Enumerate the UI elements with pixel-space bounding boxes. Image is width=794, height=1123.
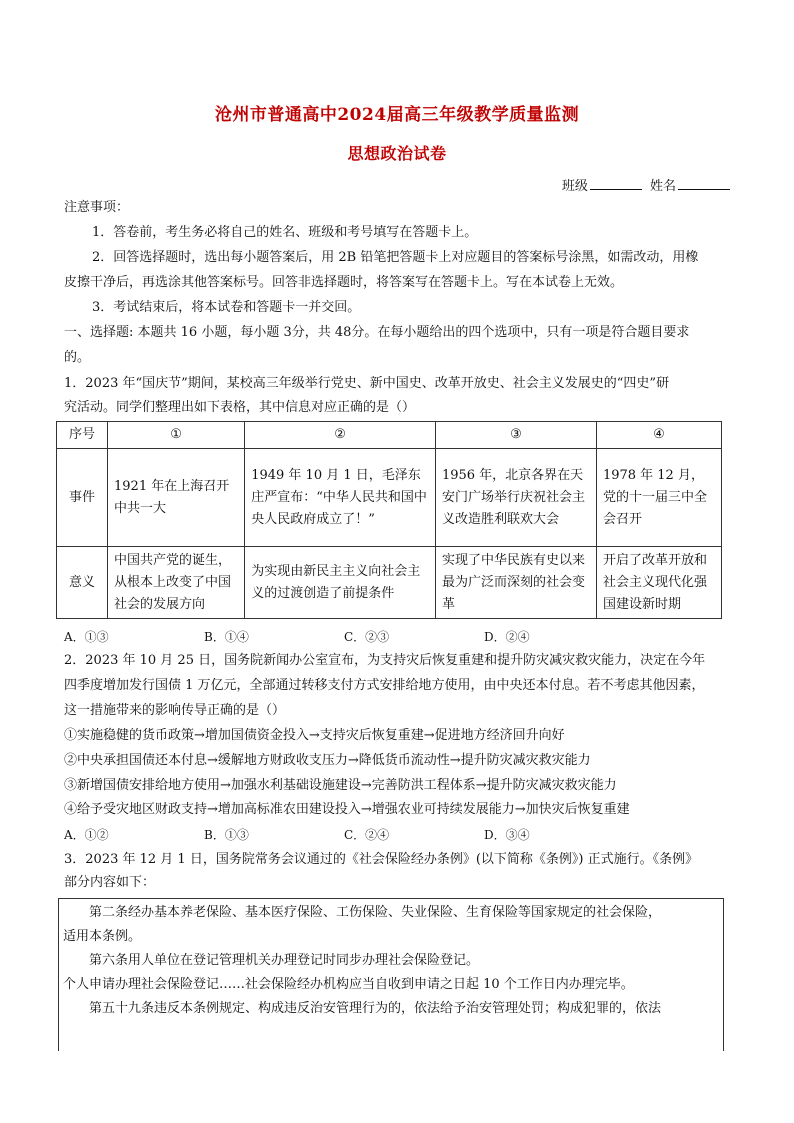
q1-table-header-cell: ② xyxy=(245,422,436,449)
class-blank xyxy=(590,177,642,190)
excerpt-line: 适用本条例。 xyxy=(63,929,142,944)
q1-table-row-label: 事件 xyxy=(57,449,108,547)
section1-line1: 一、选择题: 本题共 16 小题，每小题 3分，共 48分。在每小题给出的四个选项中，只有一项是符合题目要求 xyxy=(64,325,690,340)
class-name-fields xyxy=(562,175,730,194)
excerpt-line: 第六条用人单位在登记管理机关办理登记时同步办理社会保险登记。 xyxy=(89,953,480,968)
q2-stem-b: 四季度增加发行国债 1 万亿元，全部通过转移支付方式安排给地方使用，由中央还本付息。若不考虑其他因素， xyxy=(64,678,705,693)
excerpt-line: 第二条经办基本养老保险、基本医疗保险、工伤保险、失业保险、生育保险等国家规定的社会保险， xyxy=(89,905,662,920)
name-blank xyxy=(678,177,730,190)
q1-options xyxy=(64,628,624,645)
q2-item-3: ③新增国债安排给地方使用→加强水利基础设施建设→完善防洪工程体系→提升防灾减灾救灾能力 xyxy=(64,778,617,793)
option-a[interactable]: A．①② xyxy=(64,828,109,842)
q1-table-header-cell: ④ xyxy=(596,422,721,449)
q2-item-1: ①实施稳健的货币政策→增加国债资金投入→支持灾后恢复重建→促进地方经济回升向好 xyxy=(64,728,565,743)
option-d[interactable]: D．③④ xyxy=(484,828,530,842)
q1-table-cell: 为实现由新民主主义向社会主义的过渡创造了前提条件 xyxy=(245,547,436,619)
q1-table-cell: 1949 年 10 月 1 日，毛泽东庄严宣布：“中华人民共和国中央人民政府成立了！” xyxy=(245,449,436,547)
q1-table-header-row xyxy=(57,422,722,449)
option-c[interactable]: C．②③ xyxy=(344,630,390,644)
q1-table-row-label: 意义 xyxy=(57,547,108,619)
notes-heading: 注意事项： xyxy=(64,200,130,215)
q1-table-cell: 1921 年在上海召开中共一大 xyxy=(108,449,245,547)
q1-table-cell: 开启了改革开放和社会主义现代化强国建设新时期 xyxy=(596,547,721,619)
note-item-3: 3．考试结束后，将本试卷和答题卡一并交回。 xyxy=(92,300,361,315)
option-c[interactable]: C．②④ xyxy=(344,828,390,842)
q2-stem-a: 2．2023 年 10 月 25 日，国务院新闻办公室宣布，为支持灾后恢复重建和提升防灾减灾救灾能力，决定在今年 xyxy=(64,653,706,668)
q1-stem-b: 究活动。同学们整理出如下表格，其中信息对应正确的是（） xyxy=(64,400,416,415)
excerpt-line: 个人申请办理社会保险登记……社会保险经办机构应当自收到申请之日起 10 个工作日内办理完毕。 xyxy=(63,977,634,992)
q1-table-header-cell: ① xyxy=(108,422,245,449)
q1-stem-a: 1．2023 年“国庆节”期间，某校高三年级举行党史、新中国史、改革开放史、社会主义发展史的“四史”研 xyxy=(64,376,670,391)
exam-subtitle: 思想政治试卷 xyxy=(347,144,447,163)
q3-stem-a: 3．2023 年 12 月 1 日，国务院常务会议通过的《社会保险经办条例》(以下简称《条例》) 正式施行。《条例》 xyxy=(64,852,699,867)
option-b[interactable]: B．①④ xyxy=(204,630,249,644)
exam-title: 沧州市普通高中2024届高三年级教学质量监测 xyxy=(214,105,580,125)
q3-excerpt-box xyxy=(58,898,724,1051)
q1-table-header-cell: 序号 xyxy=(57,422,108,449)
q2-item-4: ④给予受灾地区财政支持→增加高标准农田建设投入→增强农业可持续发展能力→加快灾后恢复重建 xyxy=(64,802,630,817)
q1-table-cell: 1956 年，北京各界在天安门广场举行庆祝社会主义改造胜利联欢大会 xyxy=(435,449,596,547)
q2-options xyxy=(64,826,624,843)
q1-table-event-row xyxy=(57,449,722,547)
q1-table-cell: 中国共产党的诞生，从根本上改变了中国社会的发展方向 xyxy=(108,547,245,619)
q2-stem-c: 这一措施带来的影响传导正确的是（） xyxy=(64,703,286,718)
name-label: 姓名 xyxy=(649,179,676,194)
q1-table-cell: 1978 年 12 月，党的十一届三中全会召开 xyxy=(596,449,721,547)
q2-item-2: ②中央承担国债还本付息→缓解地方财政收支压力→降低货币流动性→提升防灾减灾救灾能力 xyxy=(64,753,591,768)
note-item-2a: 2．回答选择题时，选出每小题答案后，用 2B 铅笔把答题卡上对应题目的答案标号涂黑，如需改动，用橡 xyxy=(92,250,699,265)
note-item-2b: 皮擦干净后，再选涂其他答案标号。回答非选择题时，将答案写在答题卡上。写在本试卷上无效。 xyxy=(64,275,624,290)
option-b[interactable]: B．①③ xyxy=(204,828,249,842)
option-a[interactable]: A．①③ xyxy=(64,630,109,644)
excerpt-line: 第五十九条违反本条例规定、构成违反治安管理行为的，依法给予治安管理处罚；构成犯罪的，依法 xyxy=(89,1001,662,1016)
q1-table xyxy=(56,421,722,619)
class-label: 班级 xyxy=(561,179,588,194)
q1-table-header-cell: ③ xyxy=(435,422,596,449)
q1-table-meaning-row xyxy=(57,547,722,619)
note-item-1: 1．答卷前，考生务必将自己的姓名、班级和考号填写在答题卡上。 xyxy=(92,225,478,240)
option-d[interactable]: D．②④ xyxy=(484,630,530,644)
section1-line2: 的。 xyxy=(64,350,91,365)
q1-table-cell: 实现了中华民族有史以来最为广泛而深刻的社会变革 xyxy=(435,547,596,619)
q3-stem-b: 部分内容如下： xyxy=(64,875,156,890)
